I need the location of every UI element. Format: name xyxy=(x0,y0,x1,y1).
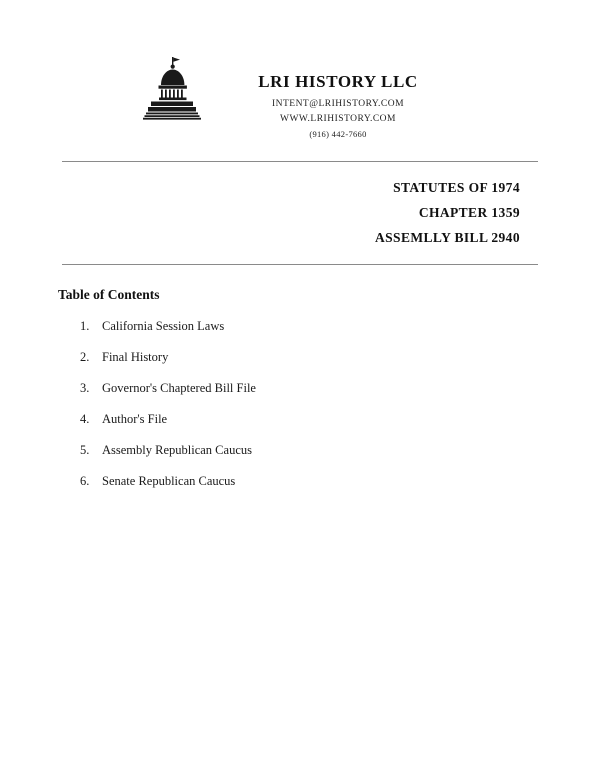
list-item[interactable] xyxy=(80,412,600,427)
org-website: WWW.LRIHISTORY.COM xyxy=(280,114,396,124)
bill-line: ASSEMLLY BILL 2940 xyxy=(374,230,520,245)
toc-heading: Table of Contents xyxy=(58,287,160,302)
list-item[interactable] xyxy=(80,350,600,365)
org-email: INTENT@LRIHISTORY.COM xyxy=(271,99,405,109)
toc-item-label: Author's File xyxy=(102,412,168,426)
toc-item-label: Assembly Republican Caucus xyxy=(102,443,252,457)
chapter-line: CHAPTER 1359 xyxy=(418,205,520,220)
toc-list xyxy=(58,319,600,489)
toc-item-label: Governor's Chaptered Bill File xyxy=(102,381,256,395)
toc-item-label: California Session Laws xyxy=(102,319,225,333)
list-item[interactable] xyxy=(80,474,600,489)
capitol-dome-icon xyxy=(137,52,209,124)
table-of-contents xyxy=(0,265,600,489)
title-block xyxy=(0,162,600,246)
org-phone: (916) 442-7660 xyxy=(309,129,367,139)
toc-item-label: Final History xyxy=(102,350,169,364)
statutes-line: STATUTES OF 1974 xyxy=(393,180,520,195)
list-item[interactable] xyxy=(80,381,600,396)
org-name: LRI HISTORY LLC xyxy=(258,72,418,91)
org-info xyxy=(213,52,463,139)
toc-item-label: Senate Republican Caucus xyxy=(102,474,236,488)
letterhead xyxy=(0,0,600,139)
list-item[interactable] xyxy=(80,319,600,334)
list-item[interactable] xyxy=(80,443,600,458)
